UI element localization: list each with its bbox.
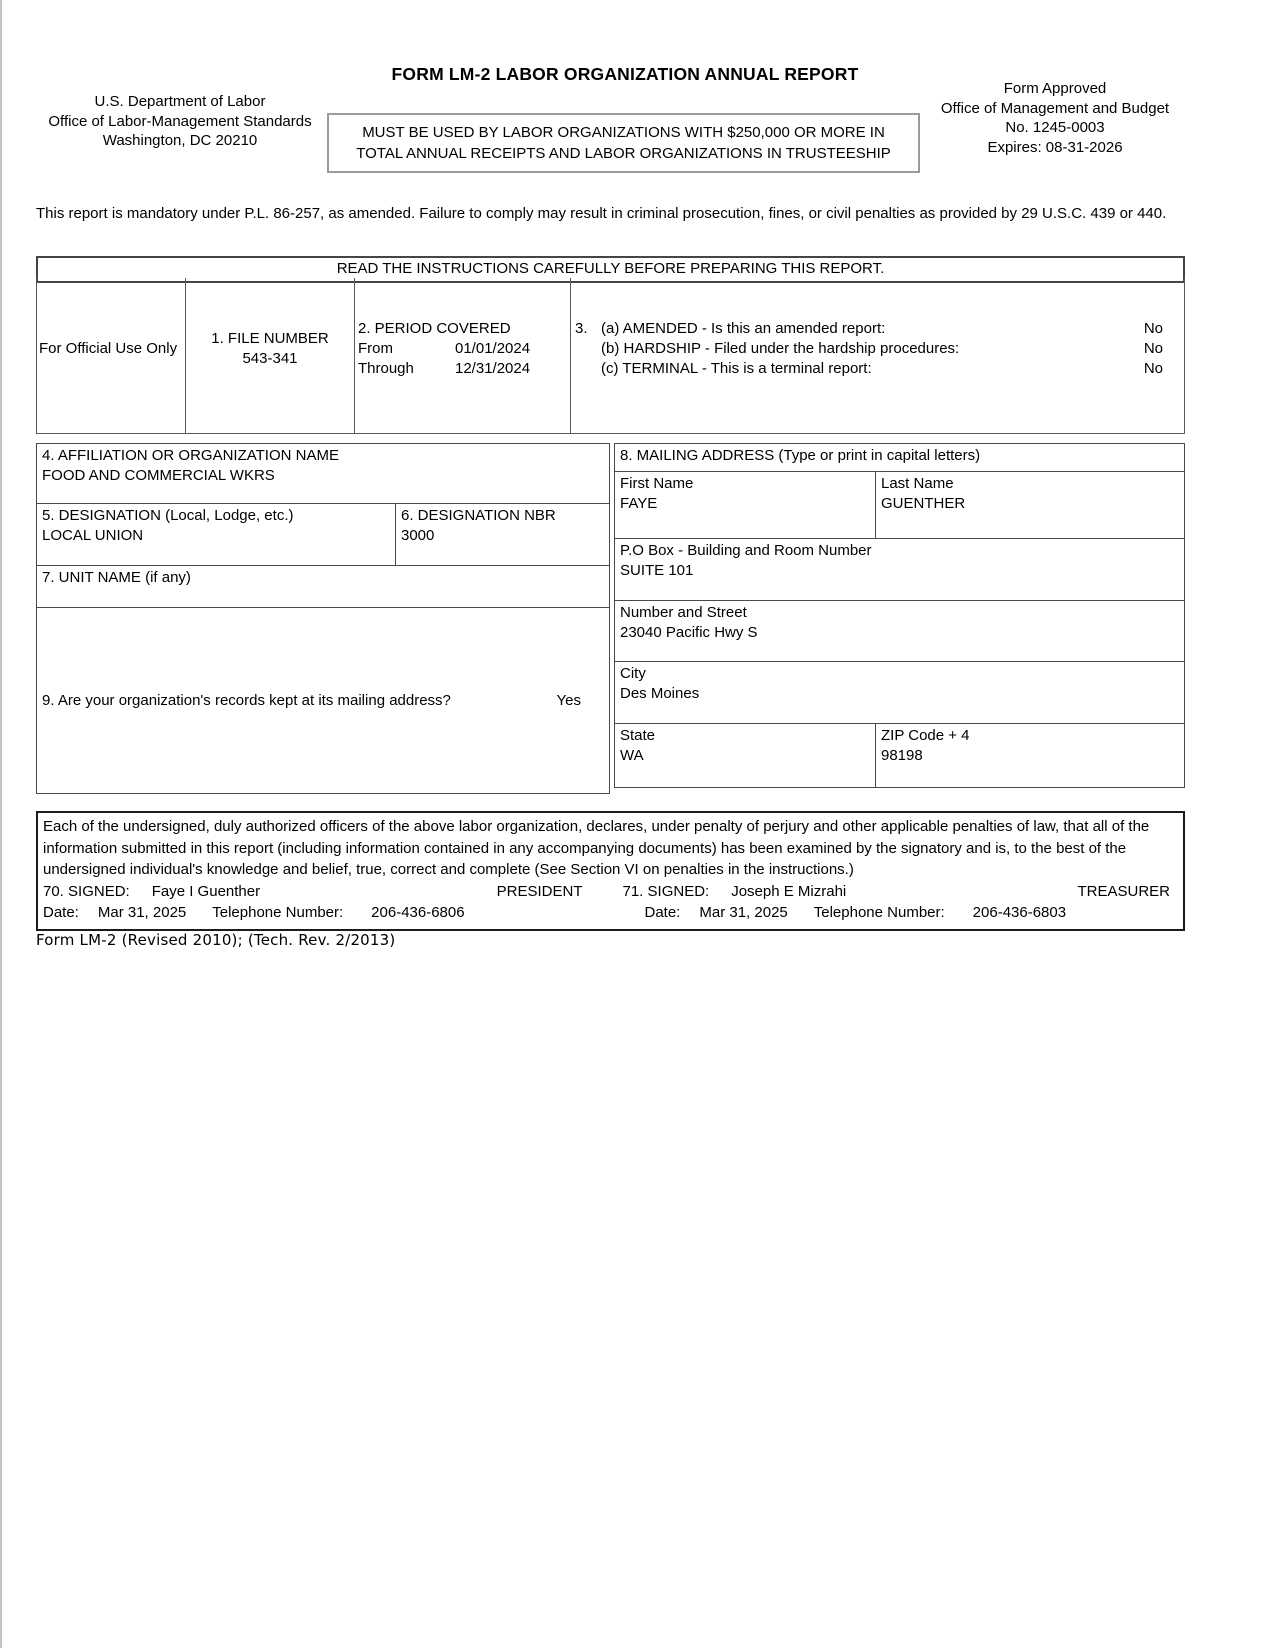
last-name-box [875, 471, 1185, 539]
approval-line-2: Office of Management and Budget [940, 99, 1170, 117]
form-title: FORM LM-2 LABOR ORGANIZATION ANNUAL REPORT [391, 64, 859, 84]
hardship-number [575, 339, 601, 359]
header-info-table [36, 278, 1185, 434]
president-date-label: Date: [43, 904, 79, 921]
state-label: State [620, 727, 656, 744]
organization-column [36, 443, 610, 794]
date-row [43, 902, 1178, 924]
city-value: Des Moines [620, 684, 700, 702]
records-question-label: 9. Are your organization's records kept at its mailing address? [42, 691, 451, 709]
designation-nbr-box [395, 503, 610, 566]
hardship-row [575, 339, 1163, 359]
unit-name-box [36, 565, 610, 608]
treasurer-phone-label: Telephone Number: [813, 904, 945, 921]
affiliation-box [36, 443, 610, 504]
president-signed [43, 881, 611, 903]
period-through-label: Through [358, 359, 414, 377]
page-left-edge [0, 0, 2, 1648]
name-row [614, 471, 1185, 539]
terminal-value: No [1143, 359, 1163, 377]
agency-block [30, 92, 330, 151]
period-from-value: 01/01/2024 [455, 339, 531, 357]
first-name-label: First Name [620, 475, 694, 492]
treasurer-date-phone [611, 902, 1179, 924]
designation-nbr-label: 6. DESIGNATION NBR [401, 507, 556, 524]
declaration-text: Each of the undersigned, duly authorized officers of the above labor organization, declares, under penalty of perjury and other applicable penalties of law, that all of the information submitted in this report (including information contained in any accompanying documents) has been examined by the signatory and is, to the best of the undersigned individual's knowledge and belief, true, correct and complete (See Section VI on penalties in the instructions.) [43, 818, 1150, 878]
terminal-label: (c) TERMINAL - This is a terminal report: [601, 359, 872, 377]
mandatory-notice: This report is mandatory under P.L. 86-257, as amended. Failure to comply may result in criminal prosecution, fines, or civil penalties as provided by 29 U.S.C. 439 or 440. [36, 205, 1167, 222]
president-date: Mar 31, 2025 [97, 904, 187, 921]
unit-name-label: 7. UNIT NAME (if any) [42, 569, 191, 586]
must-be-used-line-2: TOTAL ANNUAL RECEIPTS AND LABOR ORGANIZATIONS IN TRUSTEESHIP [356, 145, 891, 162]
treasurer-date: Mar 31, 2025 [699, 904, 788, 921]
zip-label: ZIP Code + 4 [881, 727, 970, 744]
period-from-label: From [358, 339, 393, 357]
po-box-value: SUITE 101 [620, 561, 694, 579]
amended-row [575, 319, 1163, 339]
president-name: Faye I Guenther [151, 882, 261, 900]
mailing-address-column [614, 443, 1185, 788]
first-name-box [614, 471, 876, 539]
designation-value: LOCAL UNION [42, 526, 144, 544]
records-question-answer: Yes [556, 691, 581, 709]
treasurer-signed [611, 881, 1179, 903]
period-covered-cell [355, 278, 571, 433]
must-be-used-line-1: MUST BE USED BY LABOR ORGANIZATIONS WITH $250,000 OR MORE IN [362, 124, 885, 141]
hardship-label: (b) HARDSHIP - Filed under the hardship procedures: [601, 339, 960, 357]
state-value: WA [620, 746, 644, 764]
designation-nbr-value: 3000 [401, 526, 435, 544]
treasurer-date-label: Date: [644, 904, 681, 921]
period-from-row [358, 339, 558, 359]
designation-box [36, 503, 396, 566]
terminal-number [575, 359, 601, 379]
affiliation-value: FOOD AND COMMERCIAL WKRS [42, 466, 275, 484]
approval-line-3: No. 1245-0003 [1005, 119, 1105, 136]
president-date-phone [43, 902, 611, 924]
file-number-label: 1. FILE NUMBER [211, 329, 329, 347]
file-number-cell [186, 278, 355, 433]
president-title: PRESIDENT [496, 882, 583, 900]
street-label: Number and Street [620, 604, 747, 621]
agency-line-3: Washington, DC 20210 [102, 132, 258, 149]
president-phone-label: Telephone Number: [212, 904, 344, 921]
form-approved-block [925, 79, 1185, 157]
period-covered-label: 2. PERIOD COVERED [358, 319, 511, 337]
official-use-label: For Official Use Only [39, 339, 178, 357]
signature-block [36, 811, 1185, 931]
report-type-cell [571, 278, 1184, 433]
designation-row [36, 503, 610, 566]
must-be-used-box [327, 113, 920, 173]
amended-label: (a) AMENDED - Is this an amended report: [601, 319, 886, 337]
city-box [614, 661, 1185, 724]
city-label: City [620, 665, 646, 682]
records-question-box [36, 607, 610, 794]
official-use-cell [37, 278, 186, 433]
agency-line-2: Office of Labor-Management Standards [48, 112, 312, 130]
zip-box [875, 723, 1185, 788]
po-box-box [614, 538, 1185, 601]
agency-line-1: U.S. Department of Labor [94, 93, 266, 110]
po-box-label: P.O Box - Building and Room Number [620, 542, 872, 559]
file-number-value: 543-341 [242, 349, 298, 367]
first-name-value: FAYE [620, 494, 658, 512]
period-through-value: 12/31/2024 [455, 359, 531, 377]
last-name-label: Last Name [881, 475, 954, 492]
mailing-address-header: 8. MAILING ADDRESS (Type or print in capital letters) [614, 443, 1185, 472]
treasurer-signed-label: 71. SIGNED: [622, 882, 710, 900]
terminal-row [575, 359, 1163, 379]
signed-row [43, 881, 1178, 903]
president-signed-label: 70. SIGNED: [43, 882, 130, 900]
treasurer-title: TREASURER [1077, 882, 1170, 900]
period-through-row [358, 359, 558, 379]
form-revision-footer: Form LM-2 (Revised 2010); (Tech. Rev. 2/2013) [36, 931, 396, 949]
approval-line-1: Form Approved [1003, 80, 1107, 97]
street-value: 23040 Pacific Hwy S [620, 623, 758, 641]
state-zip-row [614, 723, 1185, 788]
amended-number: 3. [575, 319, 588, 337]
street-box [614, 600, 1185, 662]
approval-line-4: Expires: 08-31-2026 [987, 138, 1123, 156]
state-box [614, 723, 876, 788]
zip-value: 98198 [881, 746, 923, 764]
designation-label: 5. DESIGNATION (Local, Lodge, etc.) [42, 507, 294, 524]
treasurer-name: Joseph E Mizrahi [731, 882, 847, 900]
president-phone: 206-436-6806 [371, 904, 465, 921]
hardship-value: No [1143, 339, 1163, 357]
treasurer-phone: 206-436-6803 [972, 904, 1067, 921]
amended-value: No [1143, 319, 1163, 337]
read-instructions-banner: READ THE INSTRUCTIONS CAREFULLY BEFORE PREPARING THIS REPORT. [36, 256, 1185, 283]
affiliation-label: 4. AFFILIATION OR ORGANIZATION NAME [42, 447, 339, 464]
last-name-value: GUENTHER [881, 494, 966, 512]
